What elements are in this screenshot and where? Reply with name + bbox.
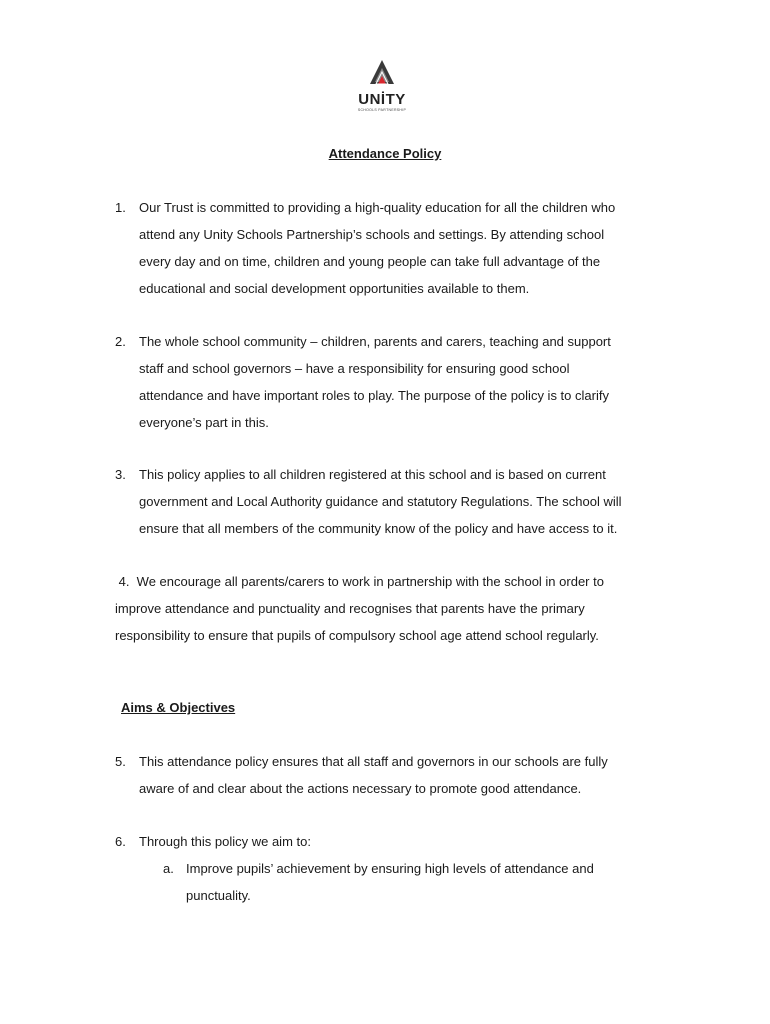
- paragraph-line: educational and social development opportunities available to them.: [139, 281, 530, 296]
- paragraph-body: [139, 194, 679, 302]
- paragraph-line: This attendance policy ensures that all staff and governors in our schools are fully: [139, 754, 608, 769]
- paragraph-number: 3.: [115, 467, 126, 482]
- aims-objectives-heading: Aims & Objectives: [121, 700, 236, 715]
- paragraph-line: improve attendance and punctuality and recognises that parents have the primary: [115, 601, 585, 616]
- unity-logo: [352, 58, 418, 118]
- logo-tagline: SCHOOLS PARTNERSHIP: [357, 108, 407, 112]
- paragraph-line: staff and school governors – have a responsibility for ensuring good school: [139, 361, 570, 376]
- sub-item-body: [186, 855, 594, 909]
- paragraph-line: Our Trust is committed to providing a high-quality education for all the children who: [139, 200, 616, 215]
- paragraph-line: Through this policy we aim to:: [139, 834, 311, 849]
- paragraph-line: This policy applies to all children registered at this school and is based on current: [139, 467, 606, 482]
- sub-item-letter: a.: [163, 861, 174, 876]
- paragraph-line: punctuality.: [186, 888, 251, 903]
- numbered-paragraph-6: [115, 828, 679, 855]
- paragraph-line: Improve pupils’ achievement by ensuring high levels of attendance and: [186, 861, 594, 876]
- paragraph-line: The whole school community – children, parents and carers, teaching and support: [139, 334, 611, 349]
- numbered-paragraph-2: [115, 328, 679, 436]
- paragraph-line: ensure that all members of the community know of the policy and have access to it.: [139, 521, 618, 536]
- paragraph-line: government and Local Authority guidance and statutory Regulations. The school will: [139, 494, 622, 509]
- paragraph-body: [139, 328, 679, 436]
- paragraph-line: everyone’s part in this.: [139, 415, 269, 430]
- paragraph-number: 5.: [115, 754, 126, 769]
- paragraph-body: [139, 748, 679, 802]
- numbered-paragraph-5: [115, 748, 679, 802]
- paragraph-line: aware of and clear about the actions necessary to promote good attendance.: [139, 781, 582, 796]
- paragraph-line: responsibility to ensure that pupils of compulsory school age attend school regularly.: [115, 628, 599, 643]
- numbered-paragraph-3: [115, 461, 679, 542]
- paragraph-line: attend any Unity Schools Partnership’s schools and settings. By attending school: [139, 227, 605, 242]
- numbered-paragraph-1: [115, 194, 679, 302]
- paragraph-line: every day and on time, children and young people can take full advantage of the: [139, 254, 601, 269]
- paragraph-4: [115, 568, 604, 649]
- paragraph-number: 1.: [115, 200, 126, 215]
- paragraph-line: 4. We encourage all parents/carers to work in partnership with the school in order to: [115, 574, 604, 589]
- paragraph-number: 6.: [115, 834, 126, 849]
- paragraph-number: 2.: [115, 334, 126, 349]
- page-title: Attendance Policy: [328, 146, 442, 161]
- paragraph-body: [139, 461, 679, 542]
- sub-item-a: [163, 855, 594, 909]
- triangle-logo-icon: [352, 58, 412, 92]
- paragraph-line: attendance and have important roles to play. The purpose of the policy is to clarify: [139, 388, 609, 403]
- logo-wordmark: UNİTY: [358, 91, 406, 108]
- paragraph-body: [139, 828, 679, 855]
